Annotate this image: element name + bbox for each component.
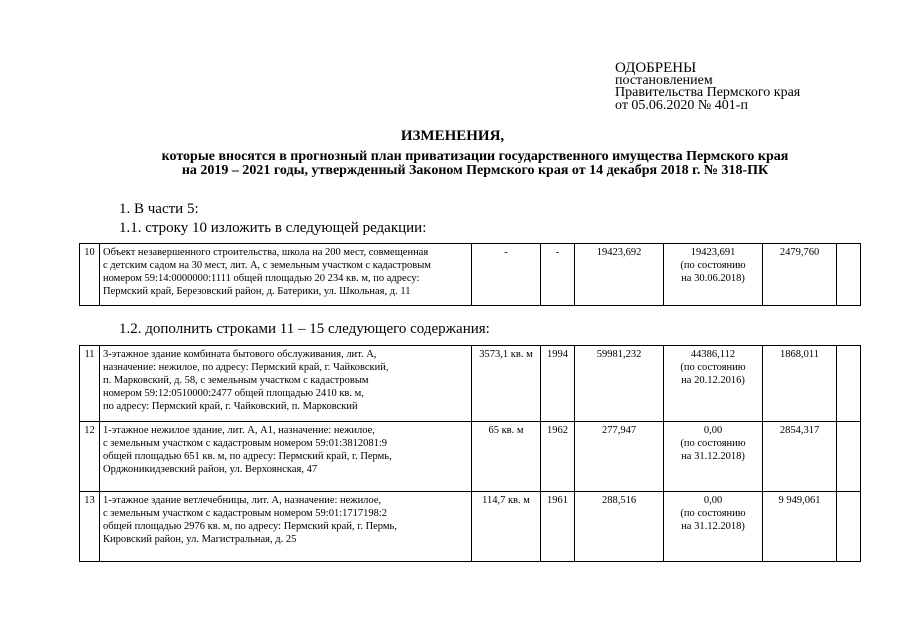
cadastral-value: 2479,760 bbox=[763, 244, 837, 306]
residual-value-line: (по состоянию bbox=[680, 508, 746, 519]
object-description-line: с земельным участком с кадастровым номером 59:01:3812081:9 bbox=[103, 438, 388, 449]
section-1-heading: 1. В части 5: bbox=[119, 201, 199, 217]
residual-value-line: 0,00 bbox=[703, 425, 723, 436]
table-row-10 bbox=[79, 243, 861, 306]
extra-cell bbox=[837, 422, 861, 492]
residual-value-line: (по состоянию bbox=[680, 438, 746, 449]
extra-cell bbox=[837, 492, 861, 562]
residual-value-line: на 31.12.2018) bbox=[681, 521, 745, 532]
row-number: 10 bbox=[80, 244, 100, 306]
residual-value-line: 0,00 bbox=[703, 495, 723, 506]
object-area: - bbox=[472, 244, 541, 306]
cadastral-value: 1868,011 bbox=[763, 346, 837, 422]
extra-cell bbox=[837, 346, 861, 422]
construction-year: 1962 bbox=[541, 422, 575, 492]
residual-value bbox=[664, 346, 763, 422]
object-description-line: общей площадью 651 кв. м, по адресу: Пермский край, г. Пермь, bbox=[103, 451, 392, 462]
object-description bbox=[100, 244, 472, 306]
table-row bbox=[80, 244, 861, 306]
object-description bbox=[100, 422, 472, 492]
object-description-line: 1-этажное нежилое здание, лит. А, А1, назначение: нежилое, bbox=[103, 425, 375, 436]
residual-value-line: (по состоянию bbox=[680, 362, 746, 373]
residual-value-line: 19423,691 bbox=[690, 247, 736, 258]
book-value: 277,947 bbox=[575, 422, 664, 492]
residual-value-line: (по состоянию bbox=[680, 260, 746, 271]
object-description-line: Кировский район, ул. Магистральная, д. 25 bbox=[103, 534, 297, 545]
object-description-line: Орджоникидзевский район, ул. Верхоянская, 47 bbox=[103, 464, 318, 475]
table-row bbox=[80, 492, 861, 562]
cadastral-value: 2854,317 bbox=[763, 422, 837, 492]
extra-cell bbox=[837, 244, 861, 306]
residual-value-line: на 20.12.2016) bbox=[681, 375, 745, 386]
object-area: 114,7 кв. м bbox=[472, 492, 541, 562]
object-description-line: п. Марковский, д. 58, с земельным участком с кадастровым bbox=[103, 375, 369, 386]
table-row bbox=[80, 346, 861, 422]
construction-year: - bbox=[541, 244, 575, 306]
object-description-line: 3-этажное здание комбината бытового обслуживания, лит. А, bbox=[103, 349, 377, 360]
residual-value bbox=[664, 244, 763, 306]
book-value: 19423,692 bbox=[575, 244, 664, 306]
construction-year: 1994 bbox=[541, 346, 575, 422]
object-area: 3573,1 кв. м bbox=[472, 346, 541, 422]
object-area: 65 кв. м bbox=[472, 422, 541, 492]
section-1-1-heading: 1.1. строку 10 изложить в следующей редакции: bbox=[119, 220, 427, 236]
subtitle-line-2: на 2019 – 2021 годы, утвержденный Законом Пермского края от 14 декабря 2018 г. № 318-ПК bbox=[181, 163, 769, 178]
object-description-line: с земельным участком с кадастровым номером 59:01:1717198:2 bbox=[103, 508, 388, 519]
object-description-line: по адресу: Пермский край, г. Чайковский, п. Марковский bbox=[103, 401, 358, 412]
residual-value bbox=[664, 492, 763, 562]
section-1-2-heading: 1.2. дополнить строками 11 – 15 следующего содержания: bbox=[119, 321, 490, 337]
table2-body bbox=[80, 346, 861, 562]
additions-table bbox=[79, 345, 861, 562]
table1-body bbox=[80, 244, 861, 306]
residual-value-line: 44386,112 bbox=[690, 349, 736, 360]
approval-stamp bbox=[615, 62, 800, 112]
object-description bbox=[100, 346, 472, 422]
object-description-line: Объект незавершенного строительства, школа на 200 мест, совмещенная bbox=[103, 247, 429, 258]
residual-value-line: на 30.06.2018) bbox=[681, 273, 745, 284]
document-subtitle bbox=[125, 150, 825, 178]
row-number: 12 bbox=[80, 422, 100, 492]
residual-value-line: на 31.12.2018) bbox=[681, 451, 745, 462]
object-description-line: общей площадью 2976 кв. м, по адресу: Пермский край, г. Пермь, bbox=[103, 521, 397, 532]
subtitle-line-1: которые вносятся в прогнозный план приватизации государственного имущества Пермского края bbox=[161, 149, 789, 164]
row-number: 11 bbox=[80, 346, 100, 422]
document-title: ИЗМЕНЕНИЯ, bbox=[400, 128, 505, 144]
construction-year: 1961 bbox=[541, 492, 575, 562]
book-value: 59981,232 bbox=[575, 346, 664, 422]
object-description-line: назначение: нежилое, по адресу: Пермский край, г. Чайковский, bbox=[103, 362, 389, 373]
residual-value bbox=[664, 422, 763, 492]
object-description-line: номером 59:14:0000000:1111 общей площадью 20 234 кв. м, по адресу: bbox=[103, 273, 420, 284]
table-row bbox=[80, 422, 861, 492]
approval-line-2: постановлением bbox=[615, 72, 713, 88]
row-number: 13 bbox=[80, 492, 100, 562]
object-description-line: 1-этажное здание ветлечебницы, лит. А, назначение: нежилое, bbox=[103, 495, 382, 506]
approval-heading: ОДОБРЕНЫ bbox=[615, 60, 697, 76]
object-description-line: с детским садом на 30 мест, лит. А, с земельным участком с кадастровым bbox=[103, 260, 431, 271]
object-description-line: номером 59:12:0510000:2477 общей площадью 2410 кв. м, bbox=[103, 388, 364, 399]
book-value: 288,516 bbox=[575, 492, 664, 562]
approval-line-4: от 05.06.2020 № 401-п bbox=[615, 97, 748, 113]
object-description-line: Пермский край, Березовский район, д. Батерики, ул. Школьная, д. 11 bbox=[103, 286, 411, 297]
approval-line-3: Правительства Пермского края bbox=[615, 85, 801, 100]
object-description bbox=[100, 492, 472, 562]
cadastral-value: 9 949,061 bbox=[763, 492, 837, 562]
